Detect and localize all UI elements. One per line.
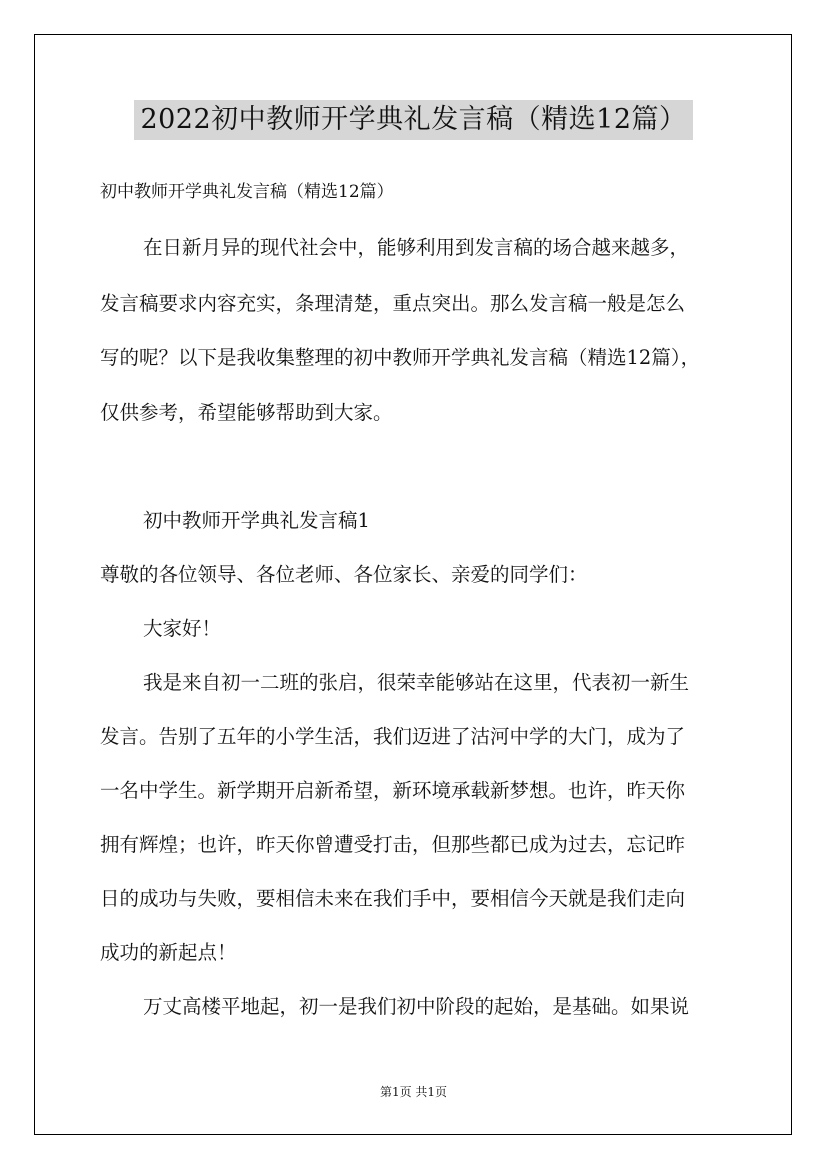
greeting: 大家好！ (143, 617, 222, 640)
document-subtitle: 初中教师开学典礼发言稿（精选12篇） (100, 182, 394, 202)
document-title: 2022初中教师开学典礼发言稿（精选12篇） (134, 100, 692, 140)
paragraph-line: 我是来自初一二班的张启，很荣幸能够站在这里，代表初一新生 (143, 671, 690, 694)
section-heading: 初中教师开学典礼发言稿1 (143, 509, 370, 532)
paragraph-line: 仅供参考，希望能够帮助到大家。 (100, 401, 393, 424)
paragraph-line: 万丈高楼平地起，初一是我们初中阶段的起始，是基础。如果说 (143, 995, 690, 1018)
paragraph-line: 发言稿要求内容充实，条理清楚，重点突出。那么发言稿一般是怎么 (100, 292, 686, 315)
paragraph-line: 在日新月异的现代社会中，能够利用到发言稿的场合越来越多， (143, 236, 690, 259)
paragraph-line: 一名中学生。新学期开启新希望，新环境承载新梦想。也许，昨天你 (100, 779, 686, 802)
page-number-footer: 第1页 共1页 (379, 1085, 448, 1099)
title-container (0, 100, 827, 140)
paragraph-line: 成功的新起点！ (100, 941, 237, 964)
paragraph-line: 发言。告别了五年的小学生活，我们迈进了沽河中学的大门，成为了 (100, 725, 686, 748)
paragraph-line: 拥有辉煌；也许，昨天你曾遭受打击，但那些都已成为过去，忘记昨 (100, 833, 686, 856)
paragraph-line: 写的呢？以下是我收集整理的初中教师开学典礼发言稿（精选12篇）， (100, 346, 701, 369)
salutation: 尊敬的各位领导、各位老师、各位家长、亲爱的同学们： (100, 563, 588, 586)
paragraph-line: 日的成功与失败，要相信未来在我们手中，要相信今天就是我们走向 (100, 887, 686, 910)
